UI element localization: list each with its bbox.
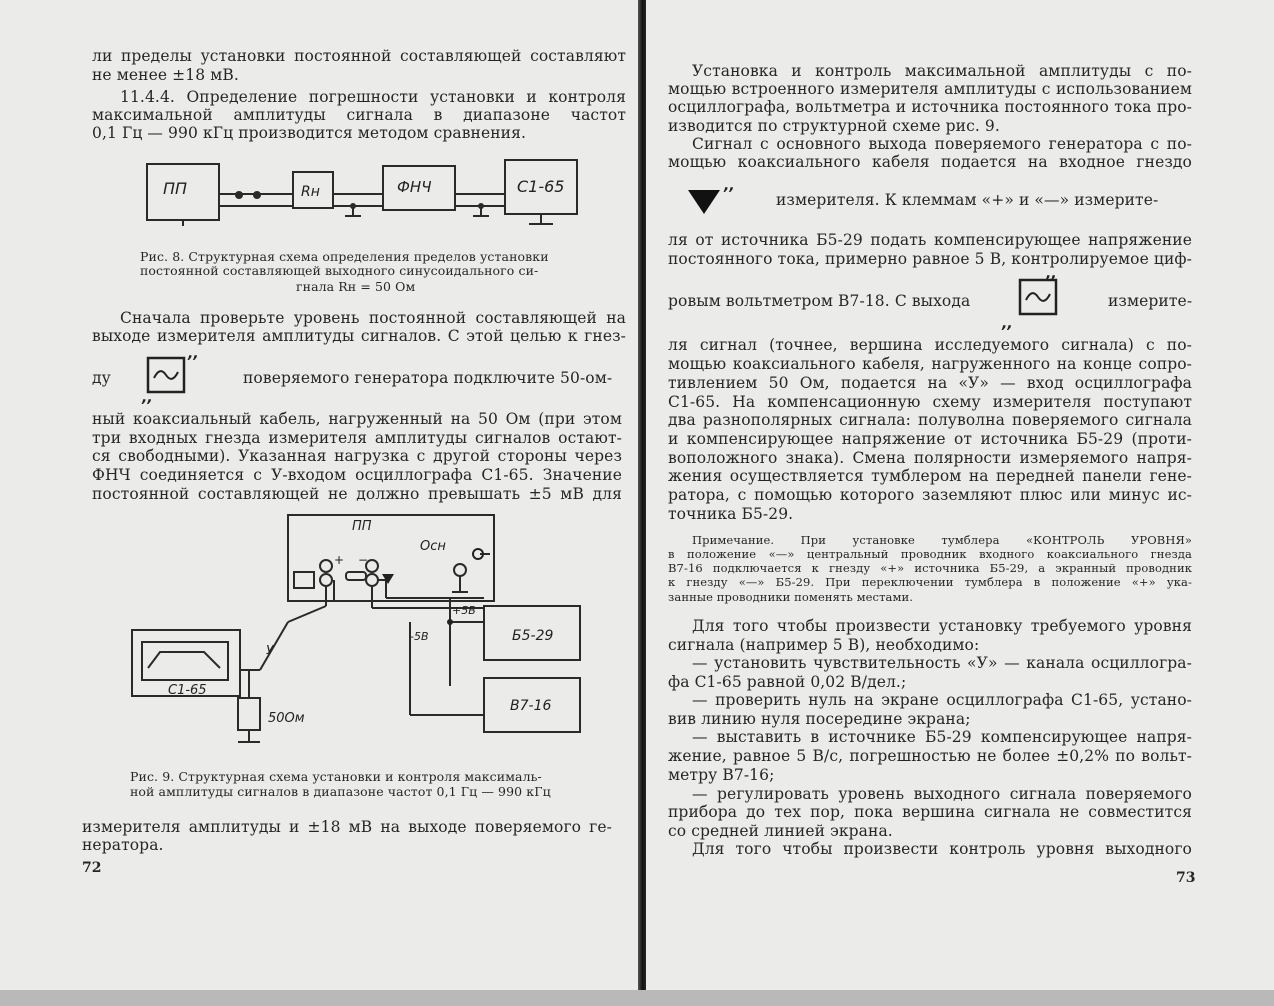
text-line: измерителя амплитуды и ±18 мВ на выходе поверяемого ге- <box>82 818 612 836</box>
text-line: ля от источника Б5-29 подать компенсирующее напряжение <box>668 231 1192 249</box>
sine-socket-icon <box>142 346 202 406</box>
figure-9-diagram <box>128 510 588 750</box>
fig9-label-y: У <box>266 643 274 657</box>
text-line: ся свободными). Указанная нагрузка с другой стороны через <box>92 447 622 465</box>
text-line: осциллографа, вольтметра и источника постоянного тока про- <box>668 98 1192 116</box>
fig9-caption-line: Рис. 9. Структурная схема установки и контроля максималь- <box>130 769 542 784</box>
text-line: измерителя. К клеммам «+» и «—» измерите- <box>776 191 1159 209</box>
scan-background-strip <box>0 990 1274 1006</box>
fig8-caption-line: гнала Rн = 50 Ом <box>296 279 416 294</box>
fig8-label-scope: С1-65 <box>517 177 565 196</box>
text-line: не менее ±18 мВ. <box>92 66 239 84</box>
text-line: Для того чтобы произвести установку требуемого уровня <box>692 617 1192 635</box>
text-line: максимальной амплитуды сигнала в диапазоне частот <box>92 106 626 124</box>
note-line: к гнезду «—» Б5-29. При переключении тумблера в положение «+» ука- <box>668 575 1192 589</box>
text-line: ратора, с помощью которого заземляют плюс или минус ис- <box>668 486 1192 504</box>
note-line: занные проводники поменять местами. <box>668 590 914 604</box>
fig9-label-scope: С1-65 <box>168 683 207 698</box>
text-line: изводится по структурной схеме рис. 9. <box>668 117 1000 135</box>
text-line: ду <box>92 369 111 387</box>
svg-text:,,: ,, <box>724 178 735 194</box>
fig9-generator-block <box>288 515 494 601</box>
note-line: Примечание. При установке тумблера «КОНТРОЛЬ УРОВНЯ» <box>692 533 1192 547</box>
text-line: метру В7-16; <box>668 766 775 784</box>
text-line: Сигнал с основного выхода поверяемого генератора с по- <box>692 135 1192 153</box>
text-line: — регулировать уровень выходного сигнала поверяемого <box>692 785 1192 803</box>
page-number-right: 73 <box>1176 870 1196 886</box>
input-socket-triangle-icon <box>686 178 742 224</box>
text-line: вив линию нуля посередине экрана; <box>668 710 971 728</box>
fig9-label-load: 50Ом <box>268 711 305 726</box>
text-line: со средней линией экрана. <box>668 822 893 840</box>
text-line: и компенсирующее напряжение от источника Б5-29 (проти- <box>668 430 1192 448</box>
text-line: постоянного тока, примерно равное 5 В, контролируемое циф- <box>668 250 1192 268</box>
note-line: В7-16 подключается к гнезду «+» источника Б5-29, а экранный проводник <box>668 561 1192 575</box>
text-line: поверяемого генератора подключите 50-ом- <box>243 369 613 387</box>
text-line: ровым вольтметром В7-18. С выхода <box>668 292 971 310</box>
text-line: выходе измерителя амплитуды сигналов. С этой целью к гнез- <box>92 327 626 345</box>
text-line: — проверить нуль на экране осциллографа С1-65, устано- <box>692 691 1192 709</box>
text-line: три входных гнезда измерителя амплитуды сигналов остают- <box>92 429 622 447</box>
text-line: ный коаксиальный кабель, нагруженный на 50 Ом (при этом <box>92 410 622 428</box>
text-line: нератора. <box>82 836 164 854</box>
svg-text:,,: ,, <box>1046 266 1057 282</box>
svg-text:,,: ,, <box>142 390 153 406</box>
fig9-label-osn: Осн <box>420 539 446 554</box>
text-line: — выставить в источнике Б5-29 компенсирующее напря- <box>692 728 1192 746</box>
text-line: ля сигнал (точнее, вершина исследуемого сигнала) с по- <box>668 336 1192 354</box>
text-line: 0,1 Гц — 990 кГц производится методом сравнения. <box>92 124 527 142</box>
fig9-label-b716: В7-16 <box>510 698 552 714</box>
text-line: мощью встроенного измерителя амплитуды с использованием <box>668 80 1192 98</box>
text-line: мощью коаксиального кабеля, нагруженного на конце сопро- <box>668 355 1192 373</box>
text-line: фа С1-65 равной 0,02 В/дел.; <box>668 673 907 691</box>
text-line: С1-65. На компенсационную схему измерителя поступают <box>668 393 1192 411</box>
fig9-label-plus5: +5В <box>452 604 476 617</box>
text-line: измерите- <box>1108 292 1193 310</box>
right-page <box>646 0 1274 990</box>
text-line: Сначала проверьте уровень постоянной составляющей на <box>120 309 626 327</box>
text-line: сигнала (например 5 В), необходимо: <box>668 636 980 654</box>
text-line: — установить чувствительность «У» — канала осциллогра- <box>692 654 1192 672</box>
fig9-load-block <box>238 698 260 730</box>
svg-text:,,: ,, <box>188 346 199 362</box>
fig8-label-filter: ФНЧ <box>397 178 432 196</box>
sine-output-icon <box>1002 268 1064 330</box>
text-line: тивлением 50 Ом, подается на «У» — вход осциллографа <box>668 374 1192 392</box>
svg-text:,,: ,, <box>1002 316 1013 332</box>
fig9-label-minus5: -5В <box>410 630 429 643</box>
text-line: Для того чтобы произвести контроль уровня выходного <box>692 840 1192 858</box>
fig8-label-load: Rн <box>301 184 320 200</box>
fig8-caption-line: постоянной составляющей выходного синусоидального си- <box>140 263 539 278</box>
text-line: постоянной составляющей не должно превышать ±5 мВ для <box>92 485 622 503</box>
fig8-label-gen: ПП <box>163 179 188 198</box>
note-line: в положение «—» центральный проводник входного коаксиального гнезда <box>668 547 1192 561</box>
text-line: мощью коаксиального кабеля подается на входное гнездо <box>668 153 1192 171</box>
left-page <box>0 0 640 990</box>
text-line: 11.4.4. Определение погрешности установки и контроля <box>120 88 626 106</box>
text-line: два разнополярных сигнала: полуволна поверяемого сигнала <box>668 411 1192 429</box>
text-line: воположного знака). Смена полярности измеряемого напря- <box>668 449 1192 467</box>
fig9-label-b529: Б5-29 <box>512 628 554 644</box>
text-line: Установка и контроль максимальной амплитуды с по- <box>692 62 1192 80</box>
fig9-label-minus: − <box>358 553 369 567</box>
fig9-caption-line: ной амплитуды сигналов в диапазоне частот 0,1 Гц — 990 кГц <box>130 784 551 799</box>
page-number-left: 72 <box>82 860 102 876</box>
text-line: точника Б5-29. <box>668 505 794 523</box>
text-line: жение, равное 5 В/с, погрешностью не более ±0,2% по вольт- <box>668 747 1192 765</box>
text-line: ли пределы установки постоянной составляющей составляют <box>92 47 626 65</box>
fig9-label-gen: ПП <box>352 519 372 534</box>
fig8-caption-line: Рис. 8. Структурная схема определения пределов установки <box>140 249 549 264</box>
text-line: ФНЧ соединяется с У-входом осциллографа С1-65. Значение <box>92 466 622 484</box>
text-line: жения осуществляется тумблером на передней панели гене- <box>668 467 1192 485</box>
figure-8-diagram <box>135 152 595 232</box>
fig9-label-plus: + <box>334 553 345 567</box>
text-line: прибора до тех пор, пока вершина сигнала не совместится <box>668 803 1192 821</box>
